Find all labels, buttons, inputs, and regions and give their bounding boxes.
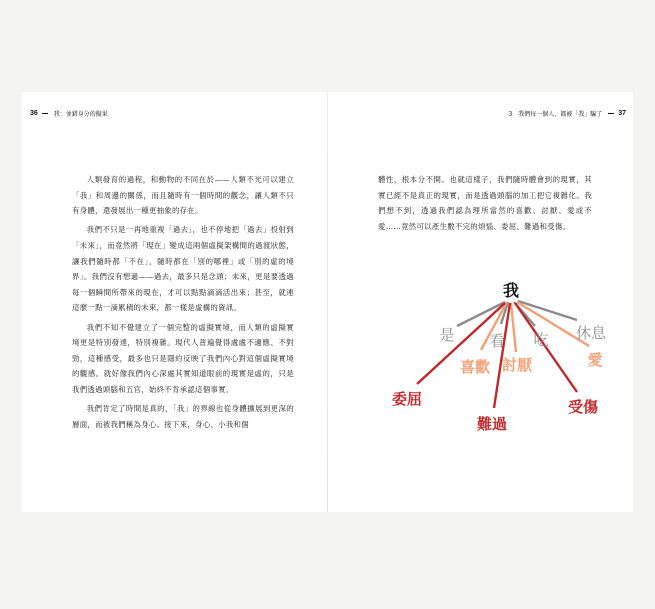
label-like: 喜歡 [459, 358, 491, 376]
book-spread [22, 92, 633, 512]
label-grievance: 委屈 [391, 390, 423, 408]
label-is: 是 [439, 326, 455, 344]
right-page-number: 37 [618, 109, 626, 117]
right-page-body [378, 172, 592, 238]
center-label: 我 [502, 281, 520, 300]
label-sadness: 難過 [476, 415, 508, 433]
right-page-header [342, 107, 626, 119]
header-rule [608, 113, 614, 114]
line-orange [511, 303, 516, 352]
label-rest: 休息 [575, 324, 607, 342]
label-eat: 吃 [533, 331, 549, 349]
label-look: 看 [489, 332, 505, 350]
left-page-number: 36 [30, 109, 38, 117]
left-page-header [30, 107, 310, 119]
label-dislike: 討厭 [501, 356, 533, 374]
label-hurt: 受傷 [567, 398, 599, 416]
label-love: 愛 [587, 351, 603, 369]
paragraph: 我們不知不覺建立了一個完整的虛擬實境，而人類的虛擬實境更是特別發達，特別複雜。現代人普遍覺得處處不適應、不對勁，這種感受，最多也只是隱約反映了我們內心對這個虛擬實境的觀感。就好像我們內心深處其實知道眼前的現實是虛的，只是我們透過頭腦和五官，始終不肯承認這個事實。 [72, 322, 294, 394]
line-gray [457, 302, 505, 326]
paragraph: 體性，根本分不開。也就這樣子，我們隨時體會到的現實，其實已經不是真正的現實，而是透過頭腦的加工把它複雜化。我們想不到，透過我們認為理所當然的喜歡、討厭、愛或不愛……竟然可以產生數不完的煩惱、委屈、難過和受傷。 [378, 175, 592, 231]
book-gutter [327, 92, 328, 512]
paragraph: 人類發育的過程，和動物的不同在於——人類不光可以建立「我」和周邊的關係，而且隨時有一個時間的觀念，讓人類不只有身體，還發展出一種更抽象的存在。 [72, 175, 294, 216]
left-page-body [72, 172, 294, 436]
left-running-title: 我：並錯身分的擬果 [53, 110, 108, 118]
self-diagram [377, 274, 617, 474]
header-rule [42, 113, 48, 114]
paragraph: 我們肯定了時間是真的，「我」的界線也從身體擴展到更深的層面，而被我們稱為身心。接下來，身心、小我和個 [72, 404, 294, 429]
paragraph: 我們不只是一再地重複「過去」，也不停地把「過去」投射到「未來」，而竟然將「現在」變成這兩個虛擬架構間的過渡狀態，讓我們隨時都「不在」，隨時都在「別的哪裡」或「別的虛的境界」。我們沒有想過——過去，最多只是念頭；未來，更是要透過每一個瞬間所帶來的現在，才可以點點滴滴活出來；甚至，就連這麼一點一滴累積的未來，都一樣是虛構的資訊。 [72, 225, 294, 313]
right-running-title: 3 我們每一個人，都被「我」騙了 [508, 110, 603, 118]
